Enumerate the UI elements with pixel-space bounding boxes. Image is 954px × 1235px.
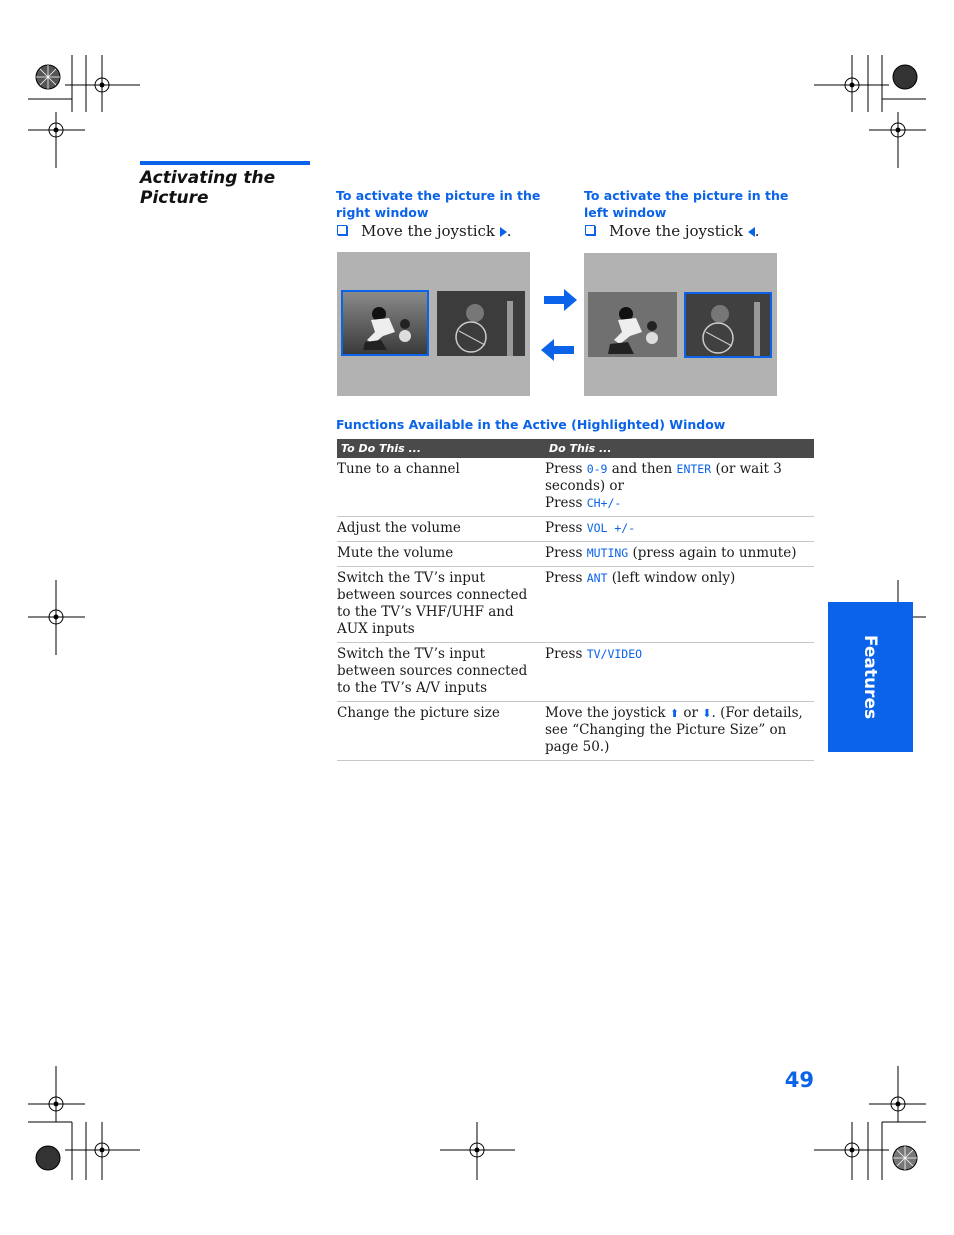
table-row [337, 542, 814, 567]
remote-key-label: VOL +/- [586, 521, 636, 535]
task-cell: Switch the TV’s input between sources connected to the TV’s VHF/UHF and AUX inputs [337, 567, 545, 643]
action-text: Press [545, 646, 587, 662]
action-text: and then [607, 461, 677, 477]
remote-key-label: ANT [586, 571, 608, 585]
joystick-down-icon: ⬇ [702, 707, 712, 720]
arrow-right-icon [544, 289, 577, 311]
arrow-left-icon [748, 227, 755, 237]
remote-key-label: ENTER [676, 462, 712, 476]
table-row [337, 702, 814, 761]
instruction-text: Move the joystick [361, 222, 496, 240]
remote-key-label: CH+/- [586, 496, 622, 510]
column-header-task: To Do This ... [337, 439, 545, 458]
section-title: Activating the Picture [140, 168, 276, 208]
left-window-instruction: Move the joystick . [585, 222, 760, 240]
table-row [337, 567, 814, 643]
action-text: Press [545, 495, 587, 511]
action-text: (press again to unmute) [628, 545, 797, 561]
right-window-instruction: Move the joystick . [337, 222, 512, 240]
column-header-action: Do This ... [545, 439, 814, 458]
remote-key-label: 0-9 [586, 462, 608, 476]
table-row [337, 458, 814, 517]
action-cell [545, 542, 814, 567]
action-text: . (For details, see “Changing the Picture Size” on page 50.) [545, 705, 803, 755]
action-text: Press [545, 545, 587, 561]
action-text: (or wait 3 seconds) or [545, 461, 782, 494]
screen-left-active [337, 252, 530, 396]
table-row [337, 643, 814, 702]
task-cell: Change the picture size [337, 702, 545, 761]
screen-right-active [584, 253, 777, 396]
arrow-left-icon [541, 339, 574, 361]
right-window-heading: To activate the picture in the right window [336, 188, 541, 220]
action-text: (left window only) [607, 570, 736, 586]
instruction-text: Move the joystick [609, 222, 744, 240]
photo-runner-highlighted [341, 290, 429, 356]
remote-key-label: MUTING [586, 546, 629, 560]
photo-runner [588, 292, 677, 357]
page-number: 49 [784, 1068, 814, 1092]
action-text: or [679, 705, 703, 721]
action-text: Press [545, 570, 587, 586]
left-window-heading: To activate the picture in the left window [584, 188, 789, 220]
photo-basketball-highlighted [684, 292, 772, 358]
action-cell [545, 643, 814, 702]
task-cell: Switch the TV’s input between sources connected to the TV’s A/V inputs [337, 643, 545, 702]
checkbox-bullet-icon [337, 225, 347, 235]
table-row [337, 517, 814, 542]
action-cell [545, 517, 814, 542]
joystick-up-icon: ⬆ [669, 707, 680, 720]
checkbox-bullet-icon [585, 225, 595, 235]
section-tab-features [828, 602, 913, 752]
action-cell [545, 458, 814, 517]
action-cell [545, 567, 814, 643]
functions-heading: Functions Available in the Active (Highlighted) Window [336, 417, 726, 432]
task-cell: Mute the volume [337, 542, 545, 567]
action-text: Move the joystick [545, 705, 670, 721]
switch-arrows-graphic [538, 287, 580, 363]
table-header-row [337, 439, 814, 458]
action-cell [545, 702, 814, 761]
task-cell: Tune to a channel [337, 458, 545, 517]
action-text: Press [545, 520, 587, 536]
arrow-right-icon [500, 227, 507, 237]
task-cell: Adjust the volume [337, 517, 545, 542]
action-text: Press [545, 461, 587, 477]
photo-basketball [437, 291, 525, 356]
title-rule [140, 161, 310, 165]
remote-key-label: TV/VIDEO [586, 647, 643, 661]
functions-table [337, 439, 814, 761]
section-tab-label: Features [860, 634, 880, 720]
